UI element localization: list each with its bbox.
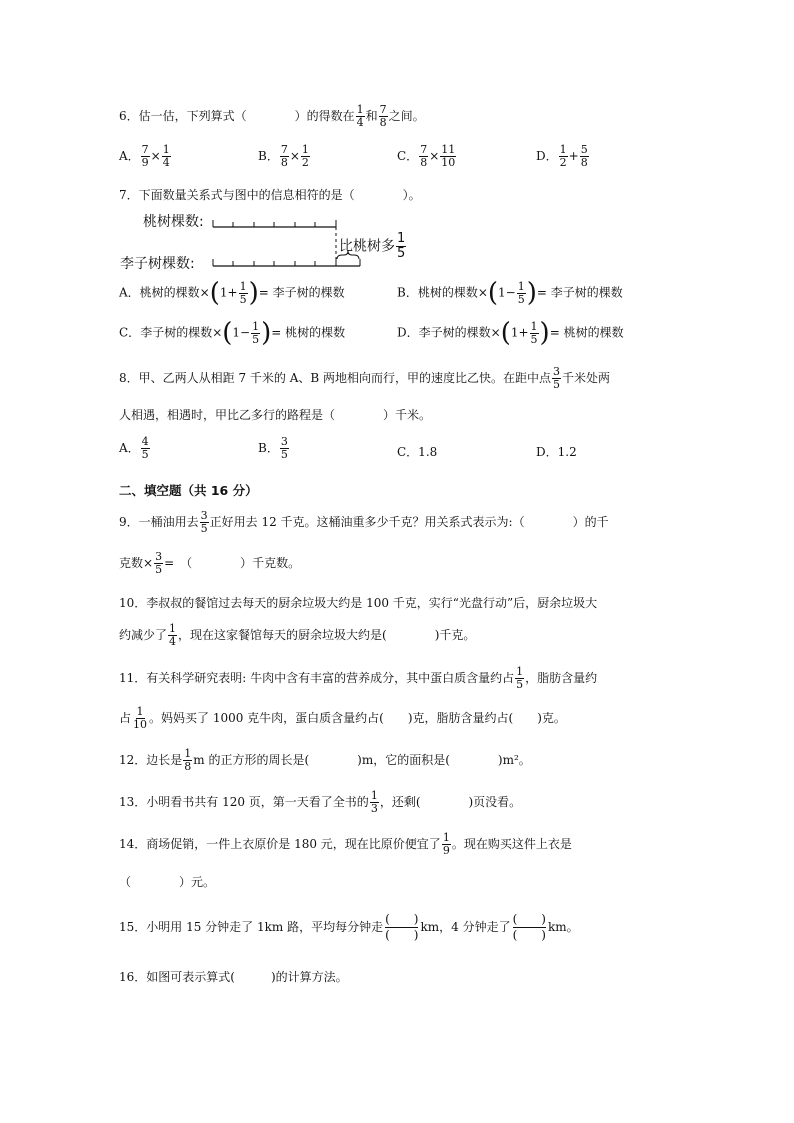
answer-blank-fraction[interactable]: ( ) ( ) — [512, 912, 546, 942]
peach-label: 桃树棵数: — [143, 214, 204, 230]
question-6-stem: 6．估一估，下列算式（ ）的得数在 $\frac{1}{4}$ 和 $\frac{7}{8}$ 之间。 — [119, 103, 425, 129]
fraction: $\frac{7}{8}$ — [379, 103, 387, 129]
question-11-line1: 11．有关科学研究表明: 牛肉中含有丰富的营养成分，其中蛋白质含量约占 $\frac{1}{5}$ ，脂肪含量约 — [119, 665, 598, 691]
question-13: 13．小明看书共有 120 页，第一天看了全书的 $\frac{1}{3}$ ，还剩( )页没看。 — [119, 789, 522, 815]
plum-label: 李子树棵数: — [120, 256, 195, 272]
option-a[interactable]: A． $\frac{4}{5}$ — [119, 435, 149, 461]
question-14-line1: 14．商场促销，一件上衣原价是 180 元，现在比原价便宜了 $\frac{1}{9}$ 。现在购买这件上衣是 — [119, 831, 572, 857]
option-d[interactable]: D．1.2 — [536, 445, 577, 459]
section-heading: 二、填空题（共 16 分） — [119, 483, 258, 498]
diagram-note: 比桃树多 $\frac{1}{5}$ — [339, 231, 406, 261]
question-10-line1: 10．李叔叔的餐馆过去每天的厨余垃圾大约是 100 千克，实行“光盘行动”后，厨余垃圾大 — [119, 596, 598, 610]
option-d[interactable]: D． $\frac{1}{2}$ + $\frac{5}{8}$ — [536, 143, 588, 169]
option-c[interactable]: C．李子树的棵数×(1− $\frac{1}{5}$ )= 桃树的棵数 — [119, 318, 346, 348]
question-10-line2: 约减少了 $\frac{1}{4}$ ，现在这家餐馆每天的厨余垃圾大约是( )千克。 — [119, 622, 476, 648]
question-8-line2: 人相遇，相遇时，甲比乙多行的路程是（ ）千米。 — [119, 408, 432, 422]
answer-blank-fraction[interactable]: ( ) ( ) — [385, 912, 419, 942]
option-b[interactable]: B． $\frac{3}{5}$ — [258, 435, 288, 461]
question-9-line2: 克数× $\frac{3}{5}$ = （ ）千克数。 — [119, 550, 301, 576]
question-12: 12．边长是 $\frac{1}{8}$ m 的正方形的周长是( )m，它的面积是( )m²。 — [119, 747, 531, 773]
fraction: $\frac{1}{4}$ — [356, 103, 364, 129]
option-c[interactable]: C．1.8 — [397, 445, 438, 459]
option-c[interactable]: C． $\frac{7}{8}$ × $\frac{11}{10}$ — [397, 143, 456, 169]
option-a[interactable]: A．桃树的棵数×(1+ $\frac{1}{5}$ )= 李子树的棵数 — [119, 278, 345, 308]
option-a[interactable]: A． $\frac{7}{9}$ × $\frac{1}{4}$ — [119, 143, 170, 169]
question-15: 15．小明用 15 分钟走了 1km 路，平均每分钟走 ( ) ( ) km，4 分钟走了 ( ) ( ) km。 — [119, 912, 579, 942]
question-9-line1: 9．一桶油用去 $\frac{3}{5}$ 正好用去 12 千克。这桶油重多少千克？用关系式表示为:（ ）的千 — [119, 509, 609, 535]
option-b[interactable]: B．桃树的棵数×(1− $\frac{1}{5}$ )= 李子树的棵数 — [397, 278, 623, 308]
option-b[interactable]: B． $\frac{7}{8}$ × $\frac{1}{2}$ — [258, 143, 309, 169]
question-7-stem: 7．下面数量关系式与图中的信息相符的是（ ）。 — [119, 188, 421, 202]
question-11-line2: 占 $\frac{1}{10}$ 。妈妈买了 1000 克牛肉，蛋白质含量约占( )克，脂肪含量约占( )克。 — [119, 705, 566, 731]
question-16: 16．如图可表示算式( )的计算方法。 — [119, 970, 348, 984]
option-d[interactable]: D．李子树的棵数×(1+ $\frac{1}{5}$ )= 桃树的棵数 — [397, 318, 624, 348]
question-8-stem: 8．甲、乙两人从相距 7 千米的 A、B 两地相向而行，甲的速度比乙快。在距中点 $\frac{3}{5}$ 千米处两 — [119, 365, 611, 391]
question-14-line2: （ ）元。 — [119, 875, 216, 889]
